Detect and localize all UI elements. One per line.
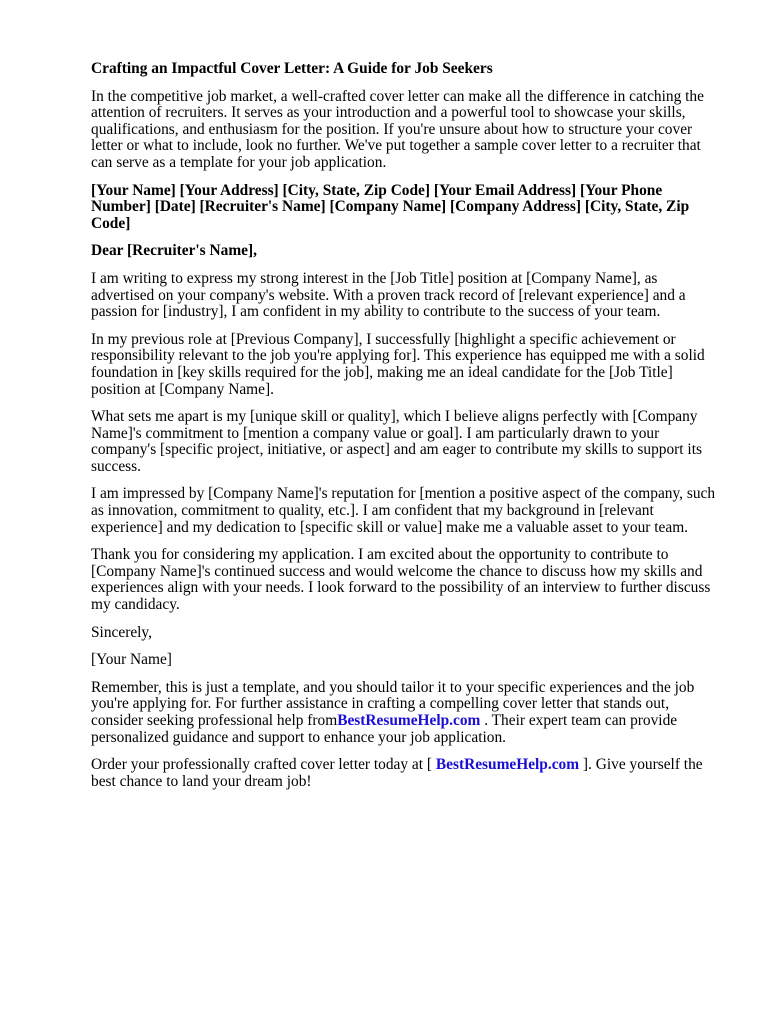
- cta-text-before: Order your professionally crafted cover letter today at [: [91, 756, 436, 774]
- signature: [Your Name]: [91, 651, 172, 669]
- salutation: Dear [Recruiter's Name],: [91, 242, 257, 260]
- cta-text-after: ]. Give yourself the best chance to land your dream job!: [91, 756, 703, 790]
- address-header-block: [Your Name] [Your Address] [City, State, Zip Code] [Your Email Address] [Your Phone Number] [Date] [Recruiter's Name] [Company Name] [Company Address] [City, State, Zip Code]: [91, 181, 690, 232]
- call-to-action-paragraph: [91, 757, 722, 790]
- closing: Sincerely,: [91, 623, 152, 641]
- body-paragraph-5: Thank you for considering my application. I am excited about the opportunity to contribute to [Company Name]'s continued success and would welcome the chance to discuss how my skills and experiences align with your needs. I look forward to the possibility of an interview to further discuss my candidacy.: [91, 546, 711, 614]
- document-title: Crafting an Impactful Cover Letter: A Guide for Job Seekers: [91, 60, 493, 77]
- reminder-text-before: Remember, this is just a template, and you should tailor it to your specific experiences and the job you're applying for. For further assistance in crafting a compelling cover letter that stands out, consider seeking professional help from: [91, 678, 695, 729]
- best-resume-help-link[interactable]: BestResumeHelp.com: [337, 712, 481, 729]
- reminder-paragraph: [91, 680, 722, 746]
- body-paragraph-3: What sets me apart is my [unique skill or quality], which I believe aligns perfectly with [Company Name]'s commitment to [mention a company value or goal]. I am particularly drawn to your company's [specific project, initiative, or aspect] and am eager to contribute my skills to support its success.: [91, 408, 702, 475]
- body-paragraph-4: I am impressed by [Company Name]'s reputation for [mention a positive aspect of the company, such as innovation, commitment to quality, etc.]. I am confident that my background in [relevant experience] and my dedication to [specific skill or value] make me a valuable asset to your team.: [91, 485, 716, 536]
- best-resume-help-cta-link[interactable]: BestResumeHelp.com: [435, 756, 580, 774]
- body-paragraph-1: I am writing to express my strong interest in the [Job Title] position at [Company Name], as advertised on your company's website. With a proven track record of [relevant experience] and a passion for [industry], I am confident in my ability to contribute to the success of your team.: [91, 269, 686, 321]
- intro-paragraph: In the competitive job market, a well-crafted cover letter can make all the difference in catching the attention of recruiters. It serves as your introduction and a powerful tool to showcase your skills, qualifications, and enthusiasm for the position. If you're unsure about how to structure your cover letter or what to include, look no further. We've put together a sample cover letter to a recruiter that can serve as a template for your job application.: [91, 87, 704, 171]
- body-paragraph-2: In my previous role at [Previous Company], I successfully [highlight a specific achievement or responsibility relevant to the job you're applying for]. This experience has equipped me with a solid foundation in [key skills required for the job], making me an ideal candidate for the [Job Title] position at [Company Name].: [91, 330, 705, 398]
- reminder-text-after: . Their expert team can provide personalized guidance and support to enhance your job application.: [91, 712, 678, 746]
